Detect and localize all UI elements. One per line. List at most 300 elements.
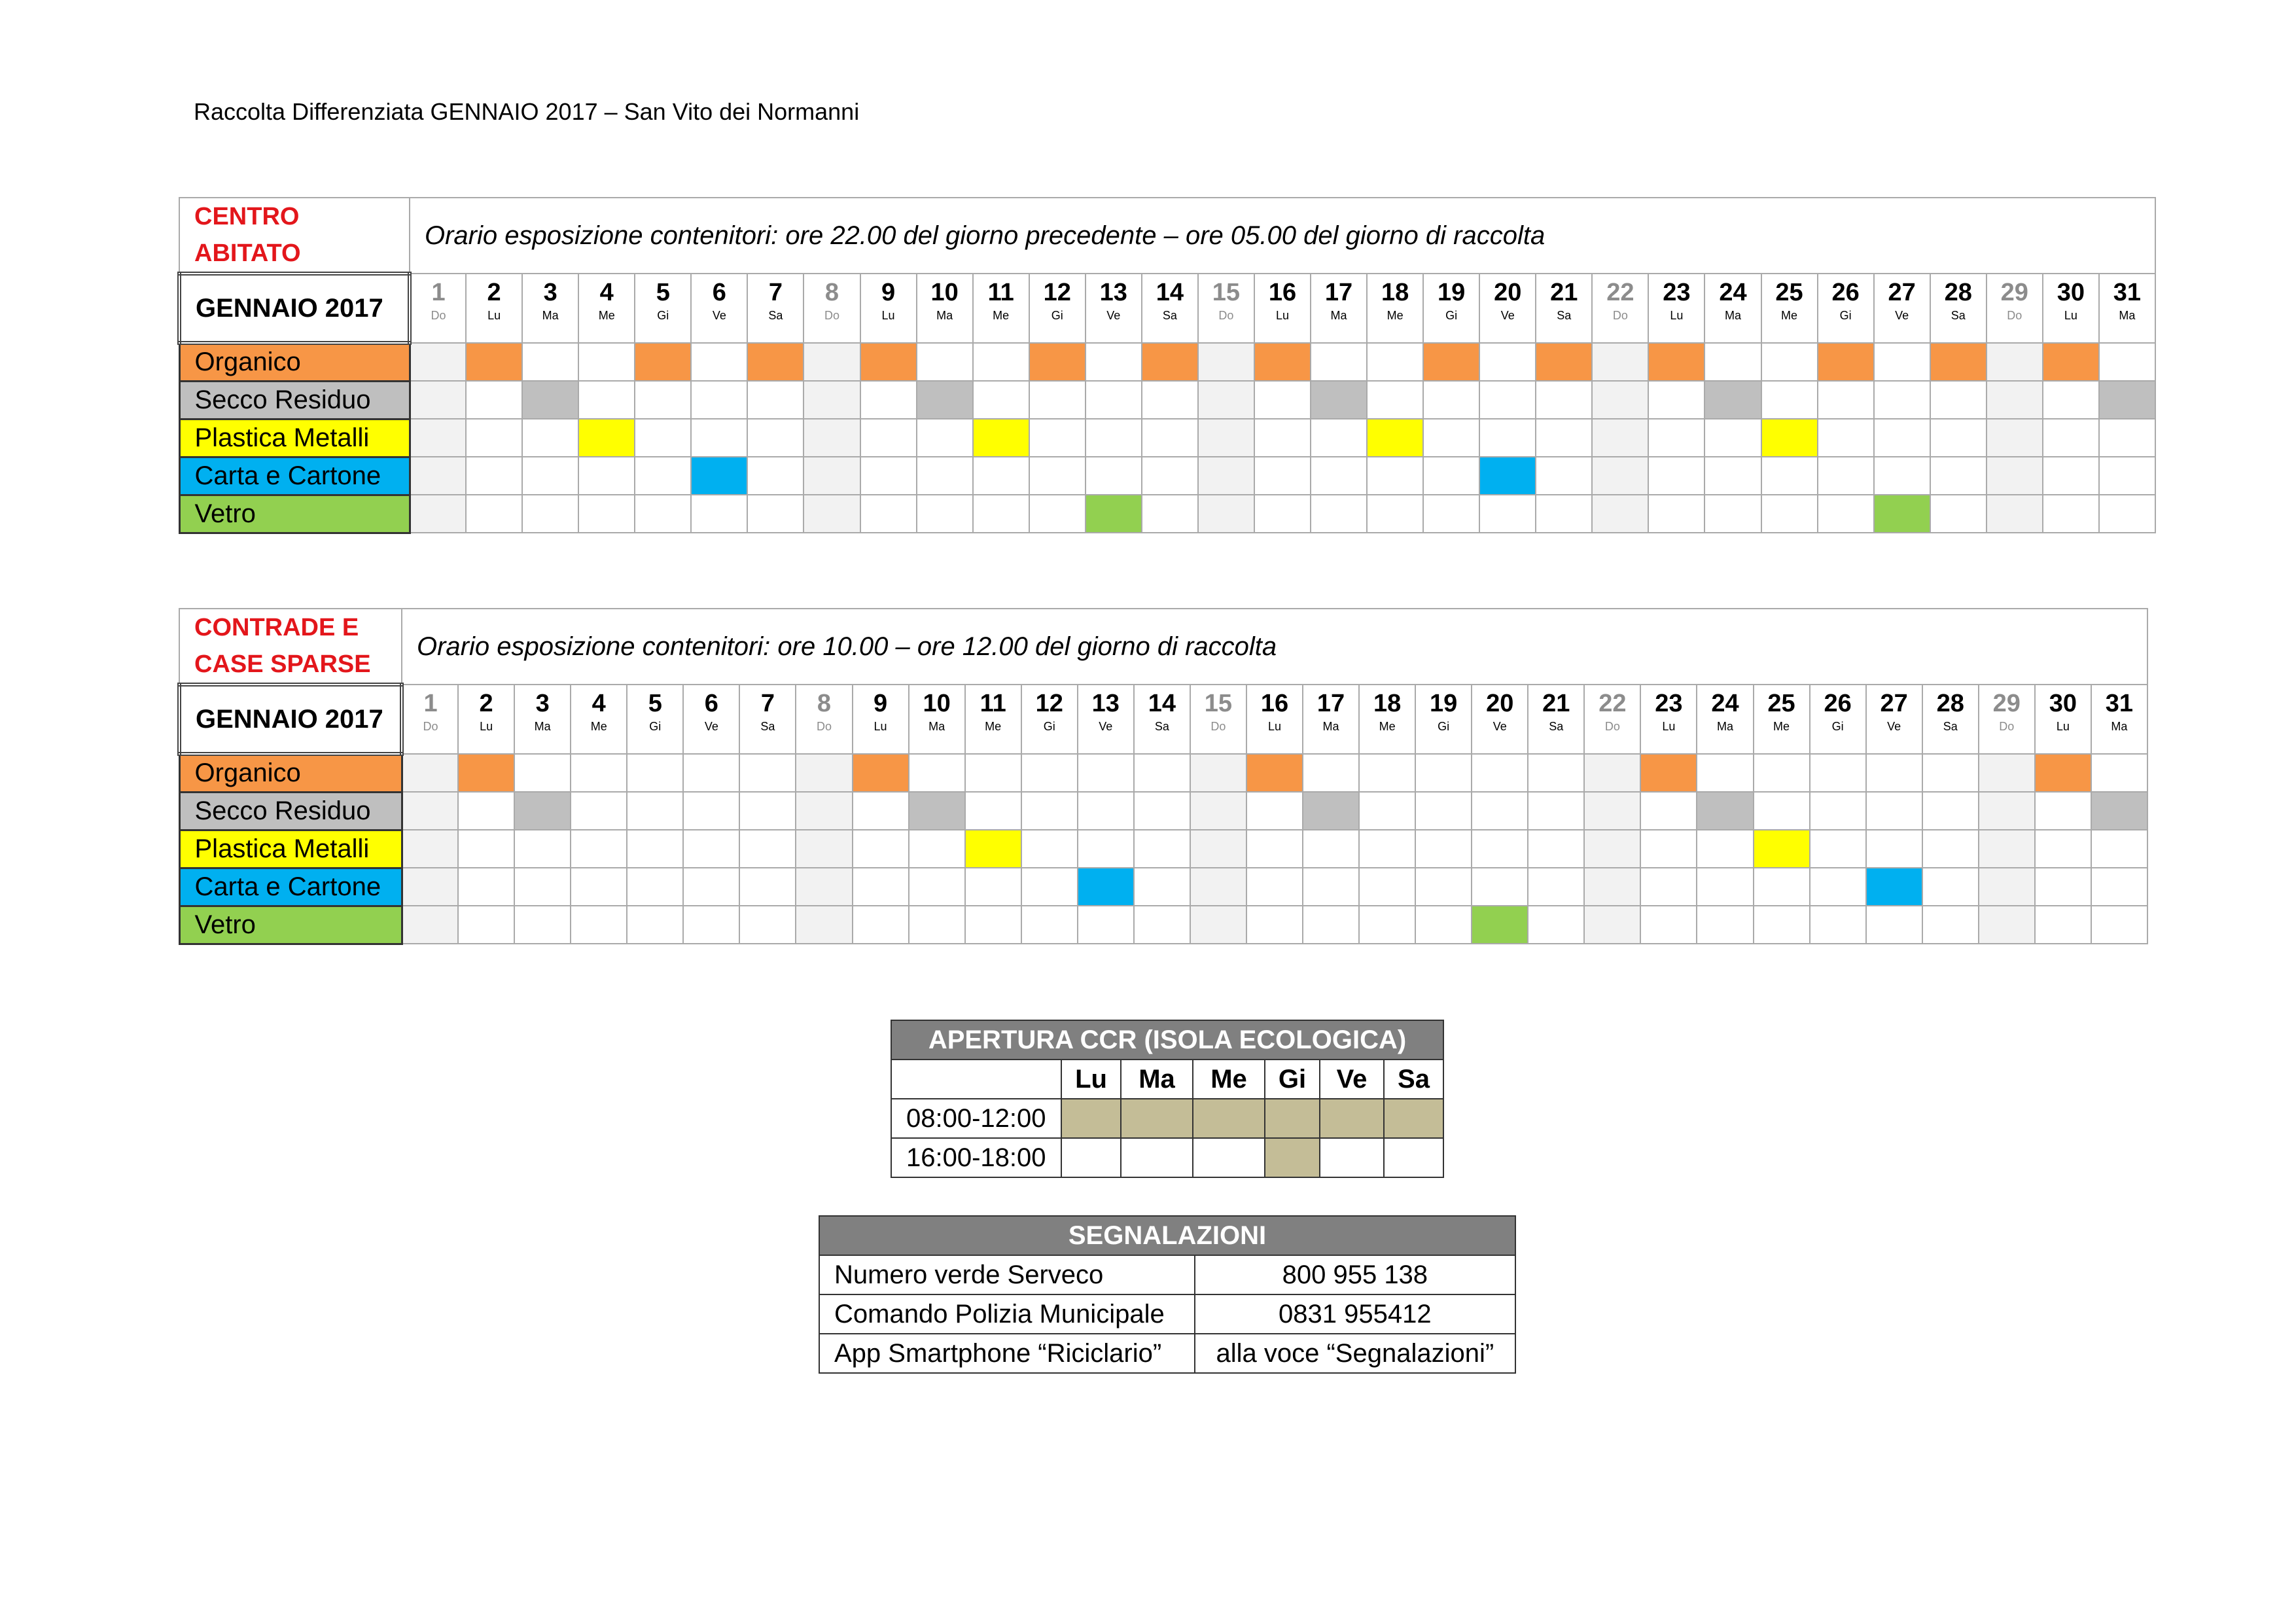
collection-day-cell (1078, 868, 1134, 906)
weekday-abbr: Sa (768, 309, 783, 322)
collection-cell (1479, 495, 1536, 533)
collection-cell (1078, 906, 1134, 944)
collection-cell (1979, 830, 2035, 868)
collection-cell (1704, 419, 1761, 457)
segnalazioni-table (819, 1215, 1516, 1374)
day-number: 17 (1316, 690, 1345, 717)
collection-cell (1536, 419, 1592, 457)
contact-value: alla voce “Segnalazioni” (1195, 1334, 1515, 1373)
collection-cell (1640, 868, 1697, 906)
day-number: 7 (768, 279, 783, 306)
collection-cell (1367, 495, 1423, 533)
collection-day-cell (1367, 419, 1423, 457)
day-header-28 (1930, 274, 1987, 343)
collection-cell (1086, 343, 1142, 381)
waste-type-label: Vetro (179, 906, 402, 944)
collection-cell (1640, 906, 1697, 944)
weekday-abbr: Ma (1724, 309, 1741, 322)
ccr-day-header: Lu (1061, 1060, 1121, 1099)
weekday-abbr: Me (1781, 309, 1798, 322)
collection-day-cell (965, 830, 1021, 868)
collection-day-cell (1142, 343, 1198, 381)
collection-cell (1134, 830, 1190, 868)
waste-type-label: Vetro (179, 495, 410, 533)
ccr-day-header: Sa (1384, 1060, 1443, 1099)
collection-cell (1367, 457, 1423, 495)
collection-cell (796, 754, 852, 792)
collection-cell (1930, 457, 1987, 495)
collection-cell (739, 906, 796, 944)
day-header-19 (1423, 274, 1479, 343)
collection-cell (1528, 830, 1584, 868)
contact-row (819, 1334, 1515, 1373)
day-number: 25 (1775, 279, 1803, 306)
collection-cell (1367, 343, 1423, 381)
collection-day-cell (747, 343, 804, 381)
weekday-abbr: Me (590, 720, 607, 733)
collection-day-cell (1640, 754, 1697, 792)
collection-cell (683, 906, 739, 944)
day-number: 7 (760, 690, 775, 717)
collection-cell (466, 495, 522, 533)
waste-type-label: Organico (179, 754, 402, 792)
collection-cell (860, 381, 917, 419)
ccr-open-cell (1265, 1138, 1320, 1177)
collection-day-cell (2091, 792, 2147, 830)
day-header-30 (2043, 274, 2099, 343)
collection-cell (1303, 868, 1359, 906)
collection-cell (1190, 906, 1246, 944)
collection-cell (1078, 754, 1134, 792)
contact-label: App Smartphone “Riciclario” (819, 1334, 1195, 1373)
waste-row (179, 830, 2147, 868)
collection-cell (1311, 457, 1367, 495)
month-label: GENNAIO 2017 (179, 274, 410, 343)
day-header-26 (1818, 274, 1874, 343)
day-header-4 (578, 274, 635, 343)
day-number: 6 (704, 690, 718, 717)
weekday-abbr: Gi (1831, 720, 1844, 733)
collection-cell (1029, 457, 1086, 495)
contact-label: Comando Polizia Municipale (819, 1294, 1195, 1334)
collection-cell (1479, 419, 1536, 457)
day-number: 8 (824, 279, 839, 306)
weekday-abbr: Gi (1445, 309, 1458, 322)
collection-cell (2043, 495, 2099, 533)
weekday-abbr: Sa (760, 720, 775, 733)
collection-cell (1078, 830, 1134, 868)
collection-cell (402, 906, 458, 944)
day-header-14 (1134, 685, 1190, 754)
ccr-open-cell (1121, 1099, 1193, 1138)
day-number: 19 (1430, 690, 1458, 717)
collection-cell (917, 457, 973, 495)
weekday-abbr: Sa (1162, 309, 1177, 322)
weekday-abbr: Ve (1500, 309, 1515, 322)
collection-cell (1021, 830, 1078, 868)
collection-cell (1359, 830, 1415, 868)
collection-cell (1029, 381, 1086, 419)
day-number: 1 (423, 690, 438, 717)
collection-day-cell (1472, 906, 1528, 944)
collection-cell (1979, 906, 2035, 944)
collection-cell (1528, 754, 1584, 792)
collection-cell (1866, 906, 1922, 944)
weekday-abbr: Do (1604, 720, 1620, 733)
collection-cell (627, 792, 683, 830)
weekday-abbr: Lu (1267, 720, 1281, 733)
day-header-21 (1536, 274, 1592, 343)
collection-cell (2091, 754, 2147, 792)
collection-cell (1086, 381, 1142, 419)
collection-cell (860, 457, 917, 495)
collection-cell (1922, 868, 1979, 906)
day-header-1 (410, 274, 466, 343)
contact-row (819, 1294, 1515, 1334)
day-number: 16 (1260, 690, 1289, 717)
collection-cell (1584, 754, 1640, 792)
collection-cell (739, 830, 796, 868)
collection-cell (796, 868, 852, 906)
ccr-title: APERTURA CCR (ISOLA ECOLOGICA) (891, 1020, 1443, 1060)
collection-cell (1415, 754, 1472, 792)
collection-day-cell (1303, 792, 1359, 830)
day-header-15 (1190, 685, 1246, 754)
collection-cell (571, 754, 627, 792)
weekday-abbr: Do (1210, 720, 1226, 733)
collection-cell (410, 381, 466, 419)
collection-cell (410, 495, 466, 533)
collection-cell (2043, 381, 2099, 419)
day-header-29 (1987, 274, 2043, 343)
collection-cell (1190, 868, 1246, 906)
weekday-abbr: Do (423, 720, 438, 733)
collection-cell (2043, 419, 2099, 457)
collection-cell (691, 495, 747, 533)
collection-cell (1987, 457, 2043, 495)
weekday-abbr: Gi (657, 309, 669, 322)
collection-cell (1134, 868, 1190, 906)
collection-cell (965, 792, 1021, 830)
collection-cell (1303, 906, 1359, 944)
day-number: 8 (817, 690, 832, 717)
collection-cell (1761, 343, 1818, 381)
day-header-13 (1078, 685, 1134, 754)
weekday-abbr: Lu (874, 720, 887, 733)
day-header-11 (965, 685, 1021, 754)
collection-cell (1754, 906, 1810, 944)
day-number: 22 (1606, 279, 1634, 306)
collection-cell (1818, 381, 1874, 419)
collection-cell (804, 419, 860, 457)
collection-cell (1359, 906, 1415, 944)
collection-cell (627, 754, 683, 792)
weekday-abbr: Ma (928, 720, 945, 733)
collection-cell (1810, 754, 1866, 792)
collection-cell (1190, 830, 1246, 868)
collection-cell (635, 419, 691, 457)
collection-cell (1874, 381, 1930, 419)
collection-cell (1536, 457, 1592, 495)
collection-cell (1754, 754, 1810, 792)
ccr-slot-row (891, 1138, 1443, 1177)
waste-row (179, 457, 2155, 495)
collection-day-cell (522, 381, 578, 419)
contact-value: 800 955 138 (1195, 1255, 1515, 1294)
collection-cell (1810, 868, 1866, 906)
collection-day-cell (1254, 343, 1311, 381)
ccr-corner-cell (891, 1060, 1061, 1099)
collection-cell (1479, 381, 1536, 419)
collection-cell (1254, 495, 1311, 533)
day-header-20 (1472, 685, 1528, 754)
collection-cell (973, 495, 1029, 533)
day-number: 19 (1438, 279, 1466, 306)
day-header-30 (2035, 685, 2091, 754)
weekday-abbr: Ma (2119, 309, 2136, 322)
collection-cell (1640, 792, 1697, 830)
collection-cell (1592, 495, 1648, 533)
collection-cell (578, 343, 635, 381)
day-header-8 (796, 685, 852, 754)
waste-type-label: Plastica Metalli (179, 830, 402, 868)
day-number: 5 (656, 279, 670, 306)
collection-cell (2035, 792, 2091, 830)
day-header-24 (1704, 274, 1761, 343)
collection-cell (402, 868, 458, 906)
day-number: 28 (1936, 690, 1964, 717)
day-number: 11 (987, 279, 1014, 306)
collection-cell (458, 868, 514, 906)
weekday-abbr: Lu (1662, 720, 1676, 733)
waste-row (179, 381, 2155, 419)
day-number: 1 (431, 279, 446, 306)
weekday-abbr: Ve (1099, 720, 1113, 733)
collection-cell (578, 457, 635, 495)
day-header-17 (1303, 685, 1359, 754)
collection-cell (1987, 419, 2043, 457)
collection-cell (1930, 419, 1987, 457)
collection-cell (1810, 792, 1866, 830)
collection-cell (522, 419, 578, 457)
waste-row (179, 868, 2147, 906)
day-header-3 (522, 274, 578, 343)
weekday-abbr: Ma (1322, 720, 1339, 733)
day-header-9 (853, 685, 909, 754)
collection-cell (1704, 457, 1761, 495)
collection-day-cell (909, 792, 965, 830)
weekday-abbr: Do (824, 309, 839, 322)
day-number: 3 (543, 279, 557, 306)
day-header-22 (1584, 685, 1640, 754)
day-number: 26 (1831, 279, 1860, 306)
collection-cell (410, 343, 466, 381)
collection-cell (1423, 457, 1479, 495)
collection-cell (1528, 792, 1584, 830)
day-number: 24 (1711, 690, 1739, 717)
collection-cell (1198, 495, 1254, 533)
contact-row (819, 1255, 1515, 1294)
collection-cell (2043, 457, 2099, 495)
collection-cell (1987, 495, 2043, 533)
ccr-day-header: Ma (1121, 1060, 1193, 1099)
weekday-abbr: Lu (2056, 720, 2070, 733)
collection-cell (965, 868, 1021, 906)
collection-cell (1987, 381, 2043, 419)
contact-label: Numero verde Serveco (819, 1255, 1195, 1294)
collection-cell (796, 906, 852, 944)
weekday-abbr: Ve (712, 309, 726, 322)
weekday-abbr: Ma (542, 309, 559, 322)
collection-cell (1246, 830, 1303, 868)
weekday-abbr: Ve (1887, 720, 1901, 733)
collection-cell (514, 906, 571, 944)
collection-cell (1479, 343, 1536, 381)
waste-type-label: Plastica Metalli (179, 419, 410, 457)
collection-cell (1472, 792, 1528, 830)
weekday-abbr: Me (985, 720, 1002, 733)
collection-cell (1198, 381, 1254, 419)
weekday-abbr: Me (598, 309, 615, 322)
day-number: 10 (930, 279, 959, 306)
collection-cell (1818, 457, 1874, 495)
collection-cell (1754, 868, 1810, 906)
day-header-8 (804, 274, 860, 343)
day-number: 12 (1035, 690, 1063, 717)
collection-cell (691, 419, 747, 457)
collection-cell (2035, 906, 2091, 944)
collection-day-cell (1423, 343, 1479, 381)
weekday-abbr: Sa (1557, 309, 1572, 322)
collection-cell (1246, 792, 1303, 830)
collection-cell (1761, 457, 1818, 495)
collection-cell (1592, 457, 1648, 495)
ccr-closed-cell (1193, 1138, 1265, 1177)
collection-cell (853, 792, 909, 830)
collection-cell (1761, 381, 1818, 419)
collection-cell (1922, 830, 1979, 868)
collection-cell (1086, 457, 1142, 495)
day-header-12 (1021, 685, 1078, 754)
collection-cell (1810, 830, 1866, 868)
collection-cell (1584, 906, 1640, 944)
month-label: GENNAIO 2017 (179, 685, 402, 754)
collection-cell (747, 457, 804, 495)
collection-cell (1472, 868, 1528, 906)
weekday-abbr: Me (1773, 720, 1790, 733)
day-number: 23 (1655, 690, 1683, 717)
collection-cell (683, 830, 739, 868)
collection-cell (739, 792, 796, 830)
calendar-contrade-case-sparse (177, 608, 2148, 945)
day-number: 10 (923, 690, 951, 717)
collection-cell (1415, 792, 1472, 830)
collection-day-cell (458, 754, 514, 792)
weekday-abbr: Me (1379, 720, 1396, 733)
weekday-abbr: Ve (1492, 720, 1507, 733)
collection-cell (2099, 419, 2155, 457)
collection-cell (1697, 754, 1753, 792)
waste-type-label: Secco Residuo (179, 792, 402, 830)
waste-row (179, 419, 2155, 457)
collection-day-cell (1029, 343, 1086, 381)
day-header-9 (860, 274, 917, 343)
day-header-24 (1697, 685, 1753, 754)
collection-cell (1142, 419, 1198, 457)
day-header-3 (514, 685, 571, 754)
day-header-23 (1648, 274, 1704, 343)
collection-cell (514, 868, 571, 906)
collection-cell (1198, 419, 1254, 457)
waste-row (179, 495, 2155, 533)
collection-cell (1021, 792, 1078, 830)
day-number: 2 (487, 279, 501, 306)
collection-cell (1874, 343, 1930, 381)
collection-cell (1592, 381, 1648, 419)
collection-cell (1134, 792, 1190, 830)
day-number: 9 (873, 690, 888, 717)
weekday-abbr: Ma (2111, 720, 2128, 733)
day-header-18 (1359, 685, 1415, 754)
day-number: 26 (1824, 690, 1852, 717)
collection-day-cell (1761, 419, 1818, 457)
collection-cell (410, 419, 466, 457)
waste-row (179, 343, 2155, 381)
collection-cell (1584, 868, 1640, 906)
collection-cell (1922, 906, 1979, 944)
collection-cell (1254, 419, 1311, 457)
collection-cell (973, 343, 1029, 381)
collection-cell (683, 754, 739, 792)
collection-cell (1246, 906, 1303, 944)
weekday-abbr: Sa (1549, 720, 1564, 733)
day-header-14 (1142, 274, 1198, 343)
collection-cell (2099, 343, 2155, 381)
collection-cell (1979, 792, 2035, 830)
weekday-abbr: Lu (2064, 309, 2077, 322)
weekday-abbr: Gi (1839, 309, 1852, 322)
day-header-17 (1311, 274, 1367, 343)
weekday-abbr: Me (993, 309, 1010, 322)
day-number: 21 (1550, 279, 1578, 306)
waste-row (179, 906, 2147, 944)
collection-cell (458, 830, 514, 868)
collection-cell (1415, 868, 1472, 906)
day-number: 20 (1486, 690, 1514, 717)
collection-cell (1134, 906, 1190, 944)
ccr-day-header: Ve (1320, 1060, 1384, 1099)
day-number: 4 (599, 279, 614, 306)
weekday-abbr: Gi (1043, 720, 1055, 733)
day-header-26 (1810, 685, 1866, 754)
weekday-abbr: Sa (1154, 720, 1169, 733)
collection-cell (466, 419, 522, 457)
day-number: 17 (1324, 279, 1353, 306)
collection-cell (1584, 830, 1640, 868)
day-number: 28 (1944, 279, 1972, 306)
collection-cell (2035, 830, 2091, 868)
collection-cell (1592, 419, 1648, 457)
ccr-closed-cell (1121, 1138, 1193, 1177)
weekday-abbr: Ma (534, 720, 551, 733)
collection-cell (1415, 830, 1472, 868)
day-number: 14 (1148, 690, 1176, 717)
collection-day-cell (1648, 343, 1704, 381)
weekday-abbr: Do (1999, 720, 2015, 733)
collection-cell (522, 343, 578, 381)
collection-cell (1303, 830, 1359, 868)
collection-cell (402, 792, 458, 830)
